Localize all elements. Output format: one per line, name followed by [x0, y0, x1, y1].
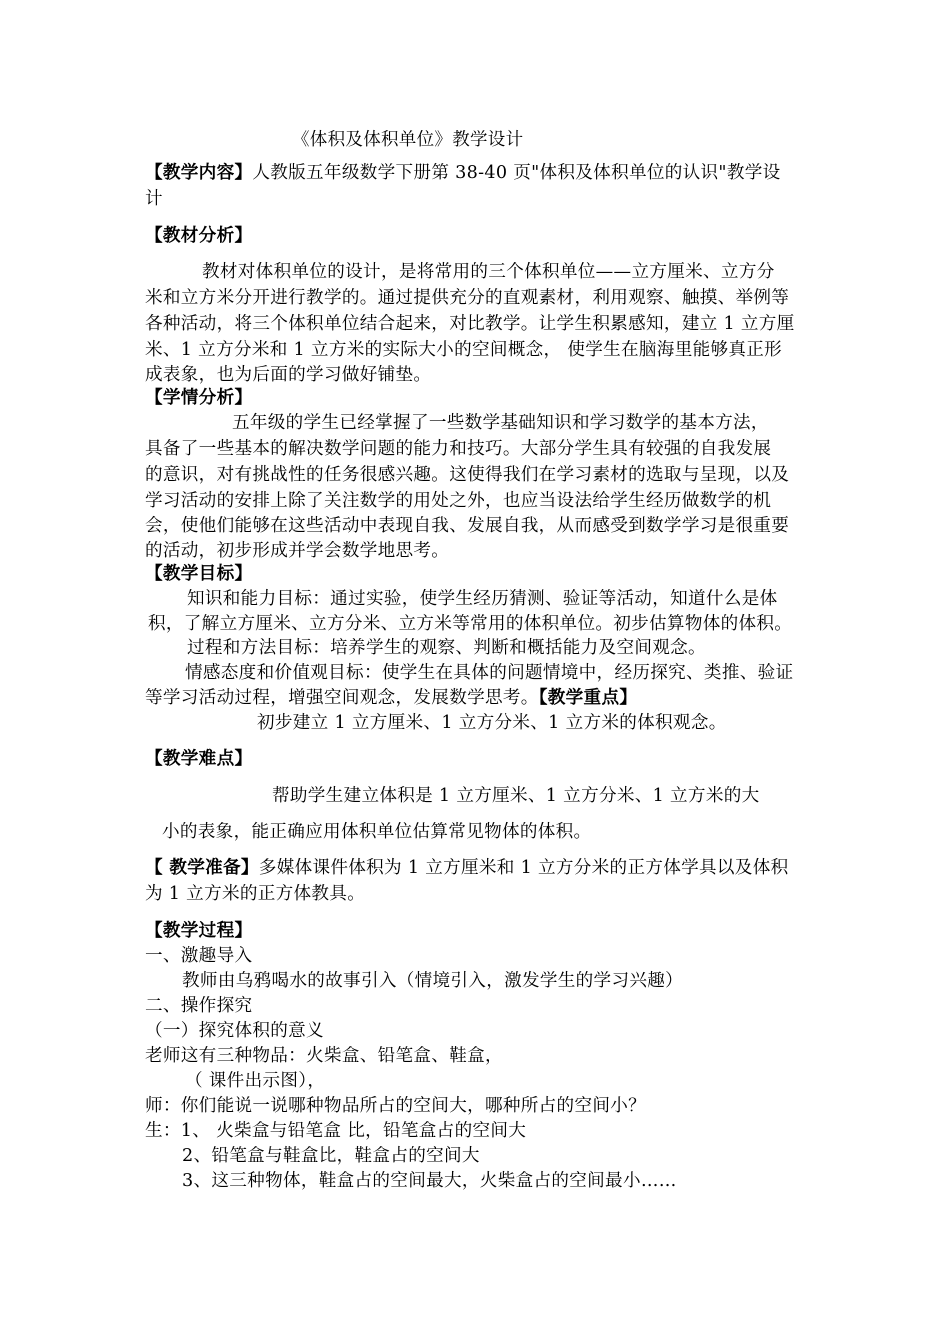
- content-text-2: 计: [145, 189, 163, 209]
- key-point-header: 【教学重点】: [538, 687, 638, 708]
- students-line: 的意识，对有挑战性的任务很感兴趣。这使得我们在学习素材的选取与呈现，以及: [145, 465, 790, 485]
- goals-line: 知识和能力目标：通过实验，使学生经历猜测、验证等活动，知道什么是体: [187, 589, 778, 609]
- process-line: 师：你们能说一说哪种物品所占的空间大，哪种所占的空间小？: [145, 1096, 647, 1116]
- process-line: 一、激趣导入: [145, 946, 253, 966]
- difficulty-text-2: 小的表象，能正确应用体积单位估算常见物体的体积。: [162, 822, 592, 842]
- prep-text-1: 多媒体课件体积为 1 立方厘米和 1 立方分米的正方体学具以及体积: [258, 858, 789, 878]
- process-line: 生：1、 火柴盒与铅笔盒 比，铅笔盒占的空间大: [145, 1121, 527, 1141]
- difficulty-text-1: 帮助学生建立体积是 1 立方厘米、1 立方分米、1 立方米的大: [272, 786, 760, 806]
- textbook-line: 米、1 立方分米和 1 立方米的实际大小的空间概念， 使学生在脑海里能够真正形: [145, 340, 783, 360]
- textbook-line: 米和立方米分开进行教学的。通过提供充分的直观素材，利用观察、触摸、举例等: [145, 288, 790, 308]
- students-line: 学习活动的安排上除了关注数学的用处之外，也应当设法给学生经历做数学的机: [145, 491, 772, 511]
- textbook-line: 各种活动，将三个体积单位结合起来，对比教学。让学生积累感知，建立 1 立方厘: [145, 314, 795, 334]
- students-line: 会，使他们能够在这些活动中表现自我、发展自我，从而感受到数学学习是很重要: [145, 516, 790, 536]
- content-line-1: [145, 160, 781, 186]
- goals-line: 情感态度和价值观目标：使学生在具体的问题情境中，经历探究、类推、验证: [185, 663, 794, 683]
- textbook-line: 成表象，也为后面的学习做好铺垫。: [145, 365, 432, 385]
- process-line: 老师这有三种物品：火柴盒、铅笔盒、鞋盒，: [145, 1046, 503, 1066]
- content-header: 【教学内容】: [145, 162, 253, 183]
- students-header: 【学情分析】: [145, 387, 253, 408]
- students-line: 五年级的学生已经掌握了一些数学基础知识和学习数学的基本方法，: [232, 413, 769, 433]
- students-line: 的活动，初步形成并学会数学地思考。: [145, 541, 450, 561]
- textbook-line: 教材对体积单位的设计，是将常用的三个体积单位——立方厘米、立方分: [202, 262, 775, 282]
- difficulty-header: 【教学难点】: [145, 748, 253, 769]
- prep-text-2: 为 1 立方米的正方体教具。: [145, 884, 366, 904]
- process-line: 2、铅笔盒与鞋盒比，鞋盒占的空间大: [182, 1146, 480, 1166]
- process-header: 【教学过程】: [145, 920, 253, 941]
- process-line: 教师由乌鸦喝水的故事引入（情境引入，激发学生的学习兴趣）: [182, 971, 684, 991]
- goals-line-5: [145, 685, 637, 711]
- textbook-header: 【教材分析】: [145, 225, 253, 246]
- goals-line: 积，了解立方厘米、立方分米、立方米等常用的体积单位。初步估算物体的体积。: [148, 614, 793, 634]
- prep-header: 【 教学准备】: [145, 857, 259, 878]
- goals-line: 过程和方法目标：培养学生的观察、判断和概括能力及空间观念。: [187, 638, 706, 658]
- content-text-1: 人教版五年级数学下册第 38-40 页"体积及体积单位的认识"教学设: [252, 163, 781, 183]
- students-line: 具备了一些基本的解决数学问题的能力和技巧。大部分学生具有较强的自我发展: [145, 439, 772, 459]
- process-line: （ 课件出示图），: [185, 1071, 326, 1091]
- goals-line: 等学习活动过程，增强空间观念，发展数学思考。: [145, 688, 539, 708]
- process-line: 3、这三种物体，鞋盒占的空间最大，火柴盒占的空间最小……: [182, 1171, 677, 1191]
- prep-line-1: [145, 855, 789, 881]
- document-title: 《体积及体积单位》教学设计: [292, 130, 524, 150]
- goals-header: 【教学目标】: [145, 563, 253, 584]
- key-point-text: 初步建立 1 立方厘米、1 立方分米、1 立方米的体积观念。: [257, 713, 727, 733]
- process-line: 二、操作探究: [145, 996, 253, 1016]
- process-line: （一）探究体积的意义: [145, 1021, 324, 1041]
